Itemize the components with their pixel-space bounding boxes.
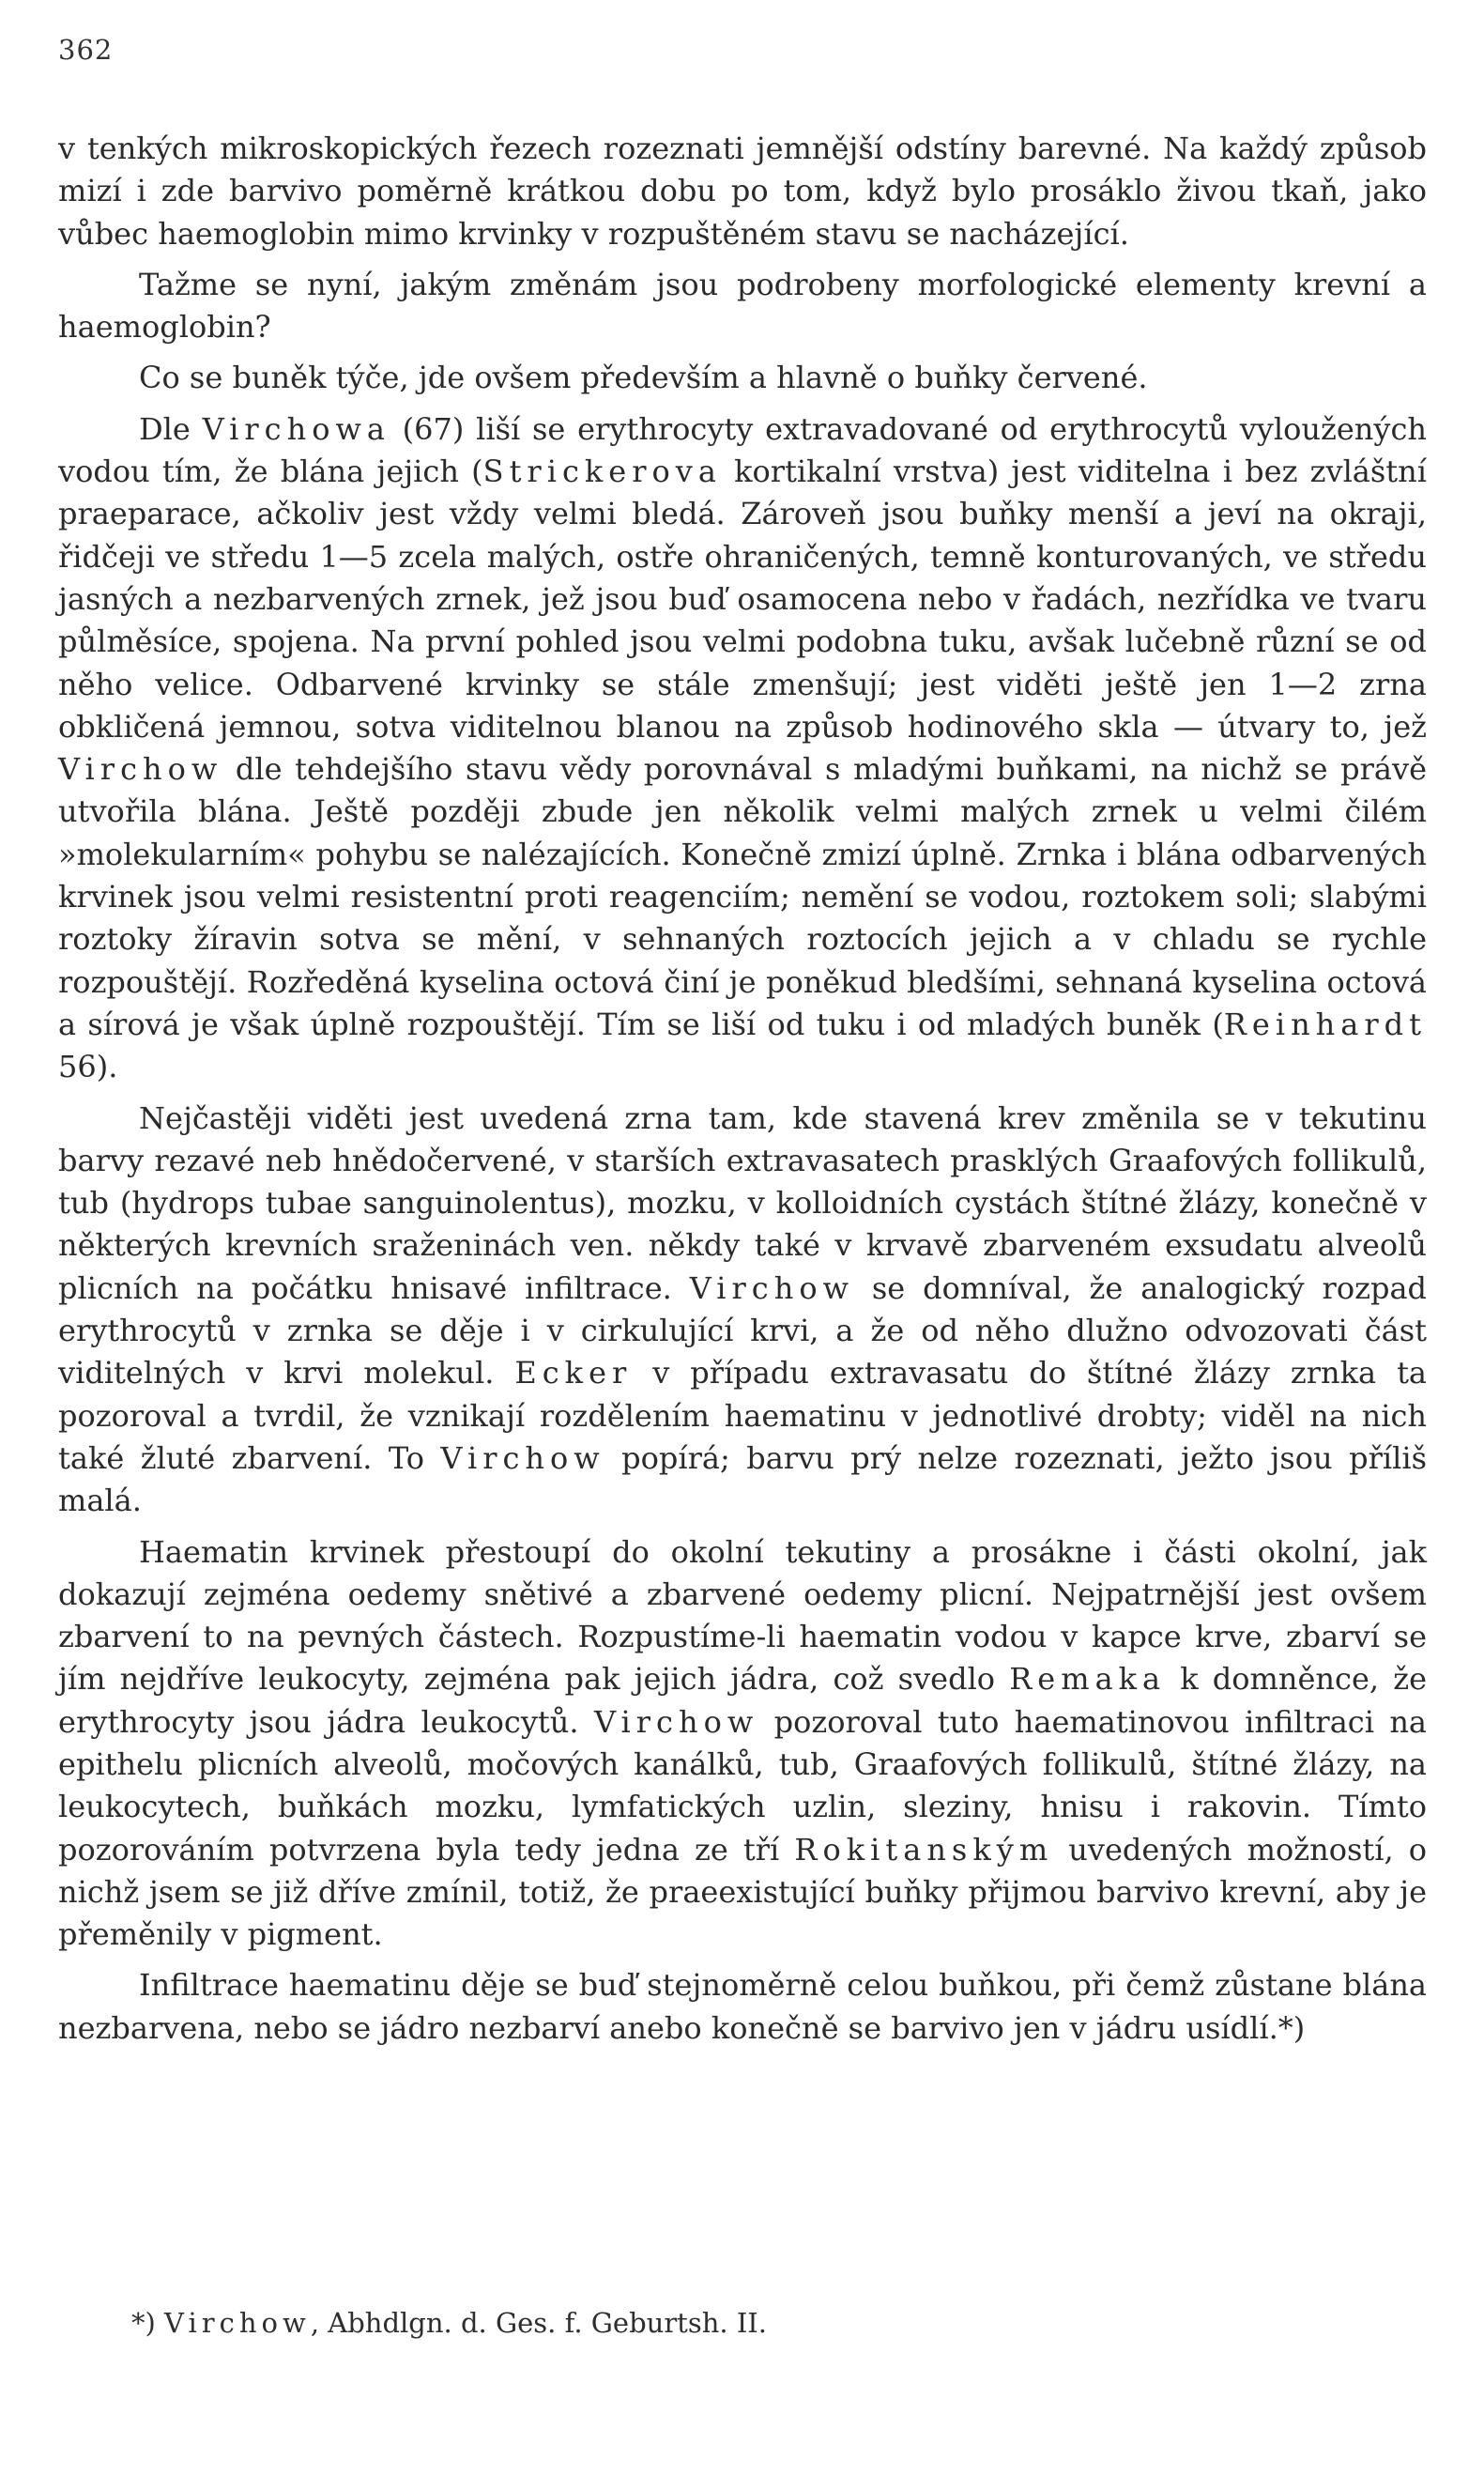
- footnote-author: Virchow: [164, 2307, 311, 2339]
- text-run: Haematin krvinek přestoupí do okolní tekutiny a prosákne i části okolní, jak dokazují zejména oedemy snětivé a zbarvené oedemy plicní. Nejpatrnější jest ovšem zbarvení to na pevných částech. Rozpustíme-li haematin vodou v kapce krve, zbarví se jím nejdříve leukocyty, zejména pak jejich jádra, což svedlo: [58, 1533, 1427, 1698]
- paragraph: [58, 264, 1427, 349]
- text-run: se domníval, že analogický rozpad erythrocytů v zrnka se děje i v cirkulující krvi, a že od něho dlužno odvozovati část viditelných v krvi molekul.: [58, 1269, 1427, 1391]
- footnote-reference: , Abhdlgn. d. Ges. f. Geburtsh. II.: [310, 2307, 767, 2339]
- spaced-name: Virchow: [58, 751, 223, 788]
- spaced-name: Virchow: [593, 1703, 759, 1740]
- text-run: Infiltrace haematinu děje se buď stejnoměrně celou buňkou, při čemž zůstane blána nezbarvena, nebo se jádro nezbarví anebo konečně se barvivo jen v jádru usídlí.*): [58, 1967, 1427, 2046]
- text-run: 56).: [58, 1049, 118, 1085]
- text-run: Co se buněk týče, jde ovšem především a hlavně o buňky červené.: [139, 360, 1148, 396]
- text-run: Nejčastěji viděti jest uvedená zrna tam, kde stavená krev změnila se v tekutinu barvy rezavé neb hnědočervené, v starších extravasatech prasklých Graafových follikulů, tub (hydrops tubae sanguinolentus), mozku, v kolloidních cystách štítné žlázy, konečně v některých krevních sraženinách ven. někdy také v krvavě zbarveném exsudatu alveolů plicních na počátku hnisavé infiltrace.: [58, 1099, 1427, 1306]
- text-run: k domněnce, že erythrocyty jsou jádra leukocytů.: [58, 1661, 1428, 1740]
- spaced-name: Rokitanským: [794, 1831, 1054, 1868]
- paragraph: [58, 408, 1427, 1089]
- text-run: kortikalní vrstva) jest viditelna i bez zvláštní praeparace, ačkoliv jest vždy velmi bledá. Zároveň jsou buňky menší a jeví na okraji, řidčeji ve středu 1—5 zcela malých, ostře ohraničených, temně konturovaných, ve středu jasných a nezbarvených zrnek, jež jsou buď osamocena nebo v řadách, nezřídka ve tvaru půlměsíce, spojena. Na první pohled jsou velmi podobna tuku, avšak lučebně různí se od něho velice. Odbarvené krvinky se stále zmenšují; jest viděti ještě jen 1—2 zrna obkličená jemnou, sotva viditelnou blanou na způsob hodinového skla — útvary to, jež: [58, 453, 1428, 745]
- text-run: (67) liší se erythrocyty extravadované od erythrocytů vyloužených vodou tím, že blána jejich (: [58, 410, 1428, 490]
- text-run: popírá; barvu prý nelze rozeznati, ježto jsou příliš malá.: [58, 1439, 1427, 1519]
- text-run: v tenkých mikroskopických řezech rozeznati jemnější odstíny barevné. Na každý způsob mizí i zde barvivo poměrně krátkou dobu po tom, když bylo prosáklo živou tkaň, jako vůbec haemoglobin mimo krvinky v rozpuštěném stavu se nacházející.: [58, 131, 1427, 252]
- spaced-name: Ecker: [514, 1355, 633, 1391]
- text-run: dle tehdejšího stavu vědy porovnával s mladými buňkami, na nichž se právě utvořila blána. Ještě později zbude jen několik velmi malých zrnek u velmi čilém »molekularním« pohybu se nalézajících. Konečně zmizí úplně. Zrnka i blána odbarvených krvinek jsou velmi resistentní proti reagenciím; nemění se vodou, roztokem soli; slabými roztoky žíravin sotva se mění, v sehnaných roztocích jejich a v chladu se rychle rozpouštějí. Rozředěná kyselina octová činí je poněkud bledšími, sehnaná kyselina octová a sírová je však úplně rozpouštějí. Tím se liší od tuku i od mladých buněk (: [58, 751, 1427, 1042]
- spaced-name: Virchow: [689, 1269, 854, 1306]
- paragraph: [58, 1964, 1427, 2050]
- footnote: [131, 2304, 1427, 2342]
- paragraph: [58, 1098, 1427, 1523]
- text-run: Tažme se nyní, jakým změnám jsou podrobeny morfologické elementy krevní a haemoglobin?: [58, 266, 1427, 346]
- page-number: 362: [58, 34, 114, 66]
- body-text: [58, 128, 1427, 2050]
- spaced-name: Virchow: [440, 1439, 605, 1476]
- footnote-marker: *): [131, 2307, 165, 2339]
- text-run: Dle: [139, 410, 203, 447]
- paragraph: [58, 128, 1427, 255]
- spaced-name: Remaka: [1009, 1661, 1167, 1698]
- paragraph: [58, 357, 1427, 399]
- paragraph: [58, 1531, 1427, 1957]
- text-run: uvedených možností, o nichž jsem se již dříve zmínil, totiž, že praeexistující buňky přijmou barvivo krevní, aby je přeměnily v pigment.: [58, 1831, 1428, 1953]
- spaced-name: Strickerova: [482, 453, 722, 490]
- spaced-name: Virchowa: [202, 410, 390, 447]
- text-run: pozoroval tuto haematinovou infiltraci na epithelu plicních alveolů, močových kanálků, tub, Graafových follikulů, štítné žlázy, na leukocytech, buňkách mozku, lymfatických uzlin, sleziny, hnisu i rakovin. Tímto pozorováním potvrzena byla tedy jedna ze tří: [58, 1703, 1428, 1868]
- text-run: v případu extravasatu do štítné žlázy zrnka ta pozoroval a tvrdil, že vznikají rozdělením haematinu v jednotlivé drobty; viděl na nich také žluté zbarvení. To: [58, 1355, 1428, 1476]
- spaced-name: Reinhardt: [1223, 1006, 1427, 1042]
